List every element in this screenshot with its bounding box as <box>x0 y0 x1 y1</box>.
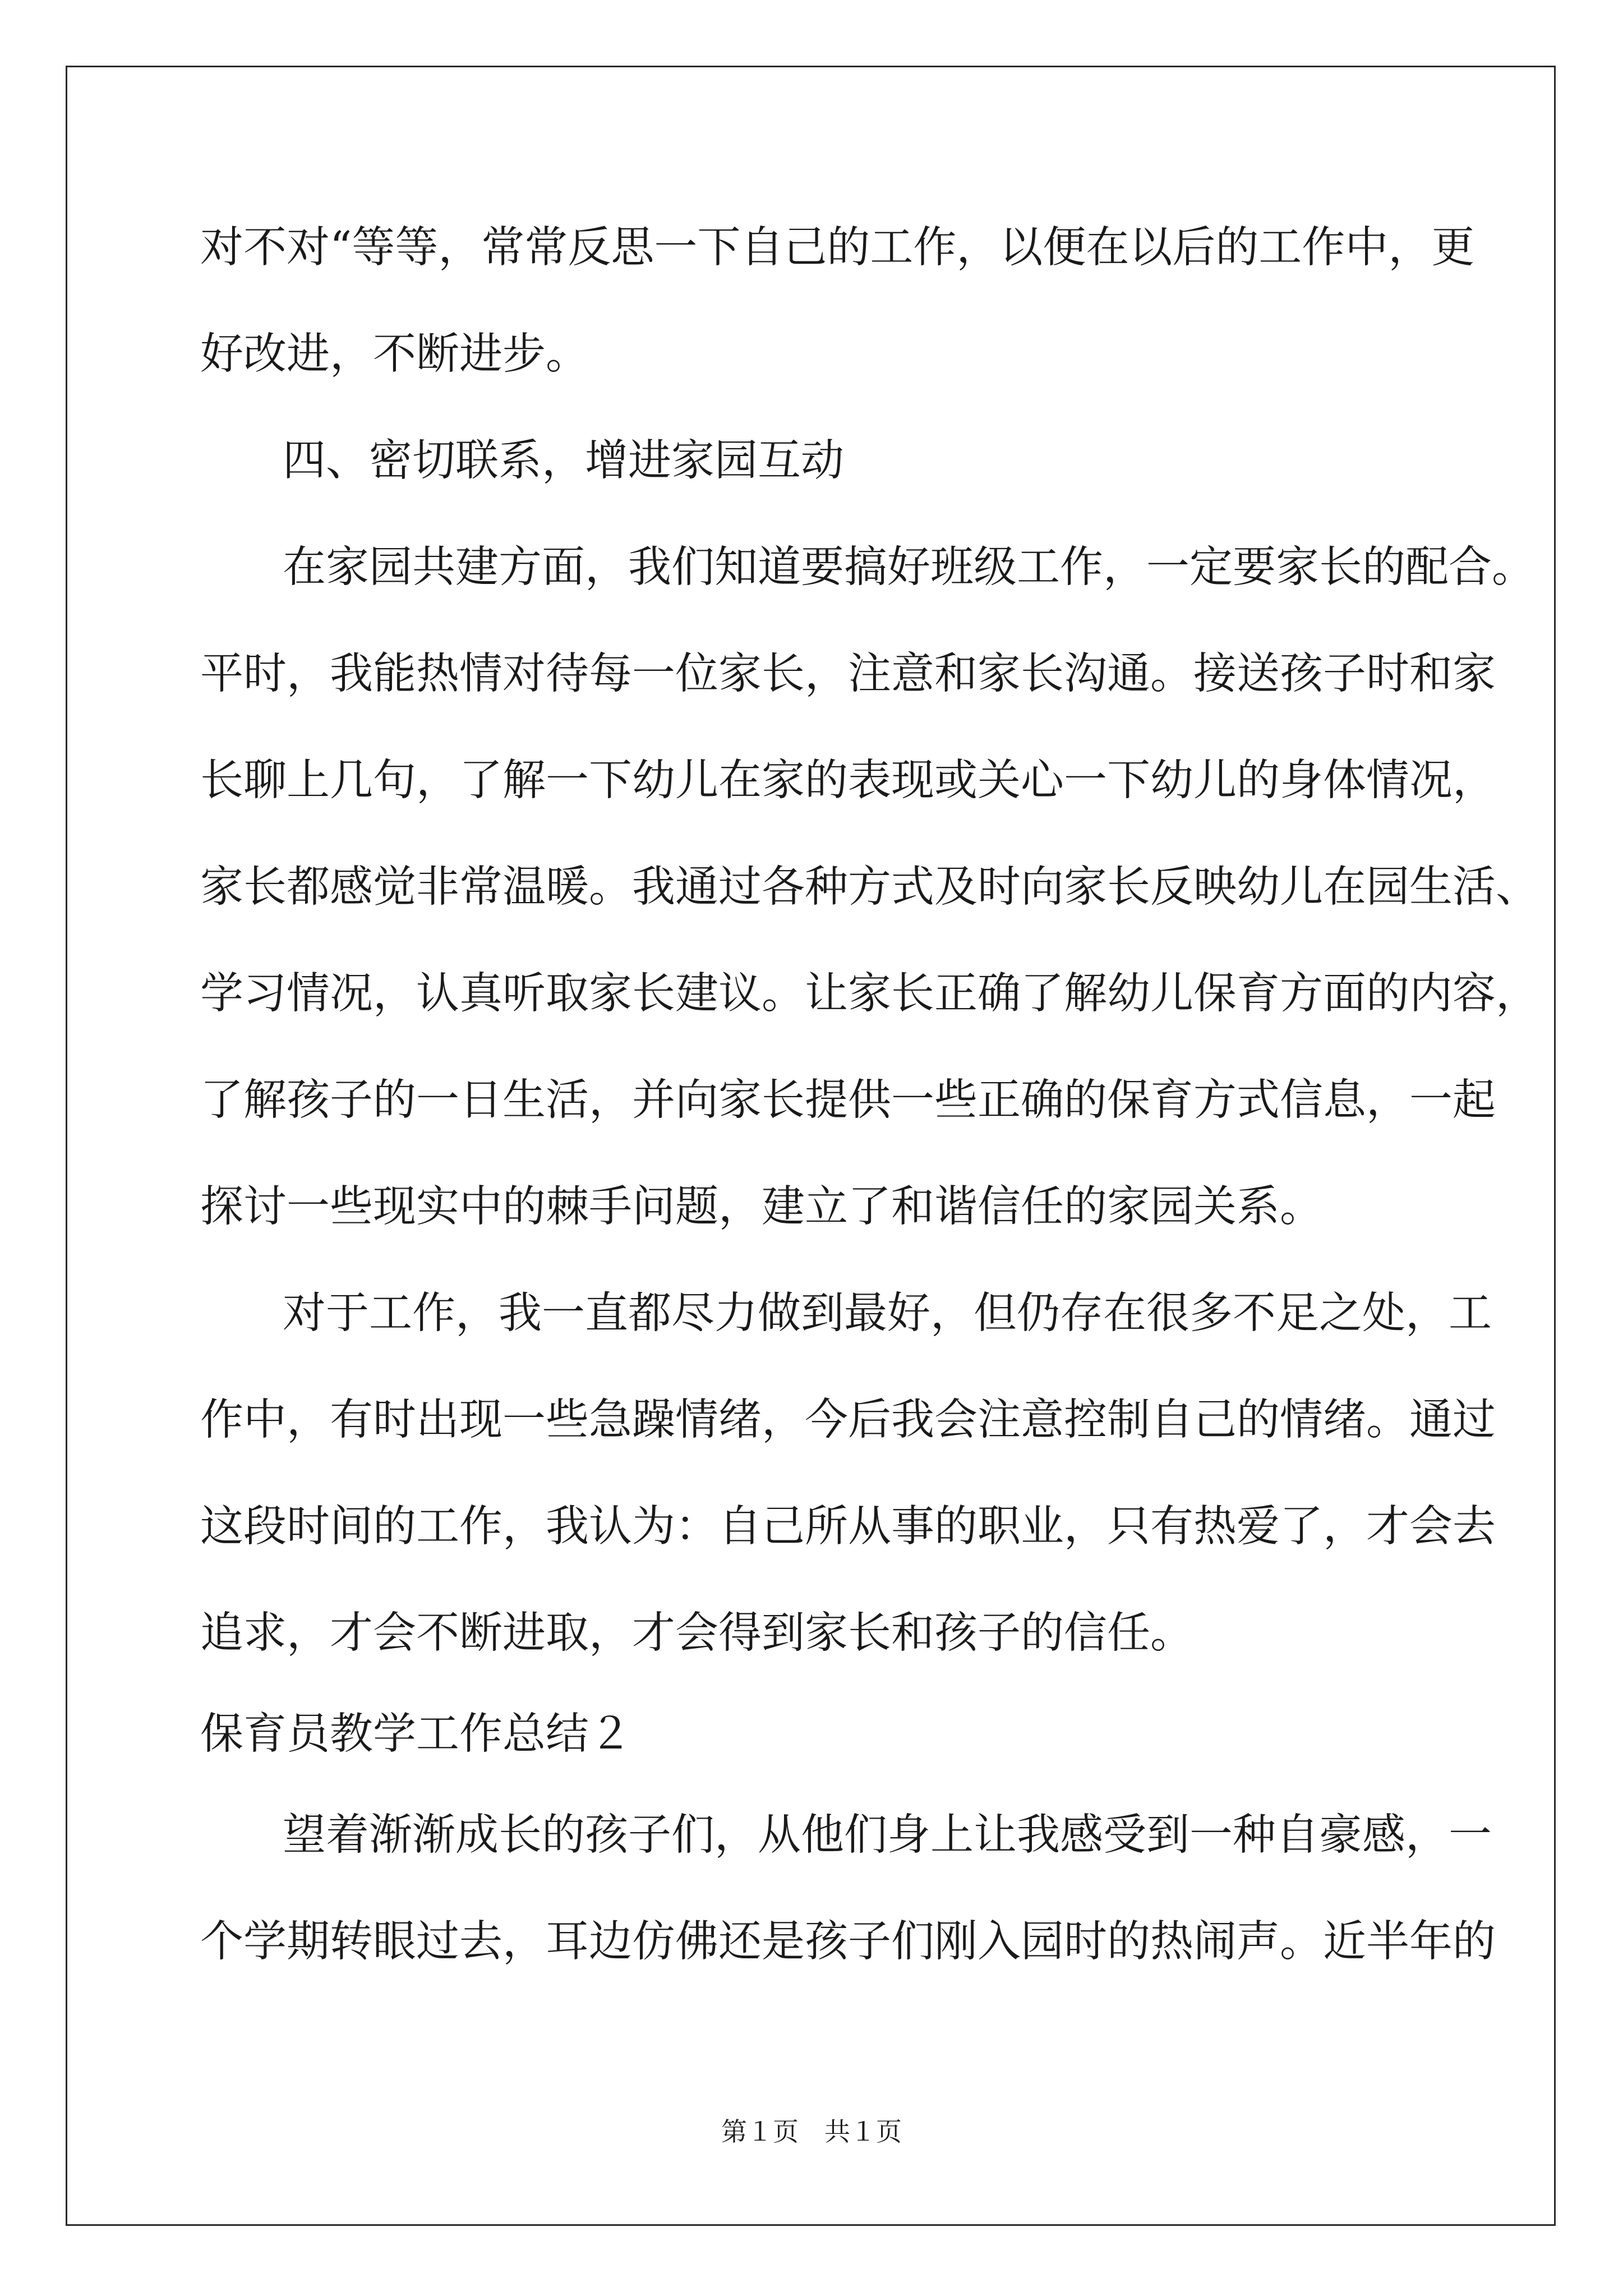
text-line: 个学期转眼过去，耳边仿佛还是孩子们刚入园时的热闹声。近半年的 <box>200 1917 1496 1967</box>
section-heading: 四、密切联系，增进家园互动 <box>283 436 844 486</box>
text-line: 这段时间的工作，我认为：自己所从事的职业，只有热爱了，才会去 <box>200 1502 1496 1552</box>
text-line: 作中，有时出现一些急躁情绪，今后我会注意控制自己的情绪。通过 <box>200 1395 1496 1445</box>
text-line: 平时，我能热情对待每一位家长，注意和家长沟通。接送孩子时和家 <box>200 649 1496 699</box>
text-line: 追求，才会不断进取，才会得到家长和孩子的信任。 <box>200 1608 1193 1658</box>
page-number-footer: 第１页 共１页 <box>721 2116 902 2147</box>
text-line: 在家园共建方面，我们知道要搞好班级工作，一定要家长的配合。 <box>283 542 1535 592</box>
text-line: 学习情况，认真听取家长建议。让家长正确了解幼儿保育方面的内容， <box>200 969 1539 1019</box>
text-line: 好改进，不断进步。 <box>200 329 589 379</box>
text-line: 长聊上几句，了解一下幼儿在家的表现或关心一下幼儿的身体情况， <box>200 756 1496 806</box>
text-line: 对于工作，我一直都尽力做到最好，但仍存在很多不足之处，工 <box>283 1289 1492 1338</box>
text-line: 对不对“等等，常常反思一下自己的工作，以便在以后的工作中，更 <box>200 223 1475 273</box>
text-line: 望着渐渐成长的孩子们，从他们身上让我感受到一种自豪感，一 <box>283 1810 1492 1860</box>
page-frame <box>66 66 1556 2226</box>
text-line: 探讨一些现实中的棘手问题，建立了和谐信任的家园关系。 <box>200 1182 1323 1232</box>
text-line: 了解孩子的一日生活，并向家长提供一些正确的保育方式信息，一起 <box>200 1075 1496 1125</box>
document-title: 保育员教学工作总结２ <box>200 1709 632 1759</box>
text-line: 家长都感觉非常温暖。我通过各种方式及时向家长反映幼儿在园生活、 <box>200 862 1539 912</box>
